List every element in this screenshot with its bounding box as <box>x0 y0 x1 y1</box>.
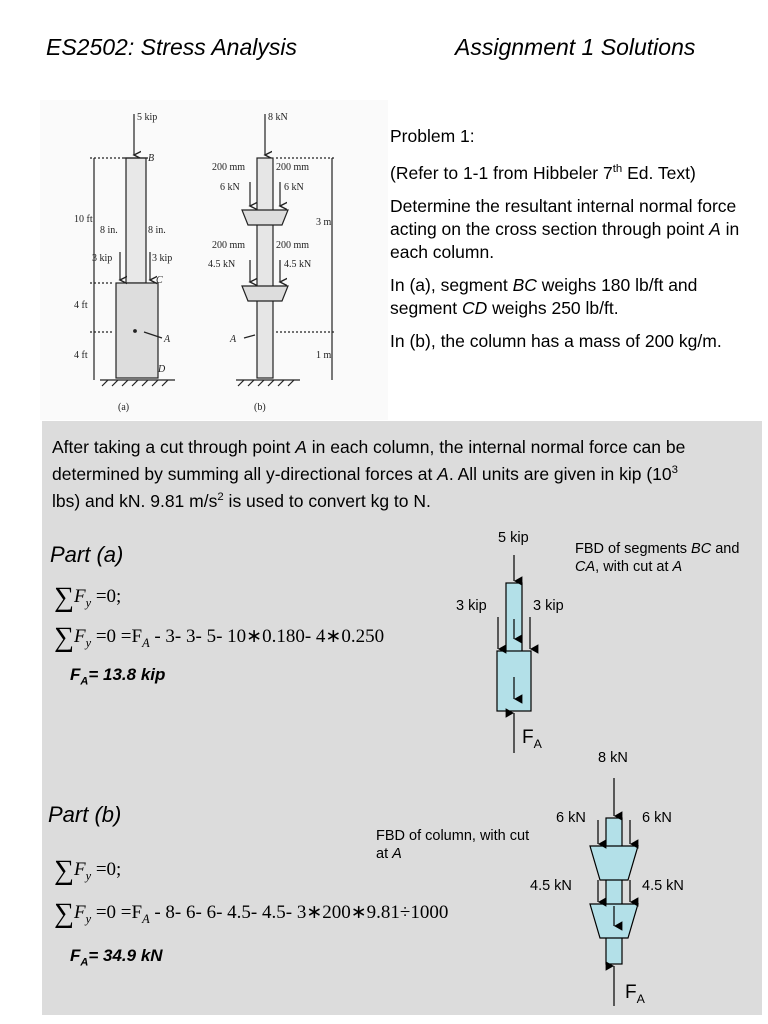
fig-a-caption: (a) <box>118 402 130 413</box>
assignment-title: Assignment 1 Solutions <box>455 34 696 60</box>
part-b-fbd-caption: FBD of column, with cut at A <box>376 828 530 862</box>
part-a-fbd <box>440 525 590 760</box>
fig-b-caption: (b) <box>254 402 266 413</box>
fbd-b-bracket-1 <box>590 846 638 880</box>
textbook-figure <box>40 100 388 420</box>
fig-b-load-2-right: 4.5 kN <box>284 259 312 270</box>
fig-b-load-1-left: 6 kN <box>220 182 240 193</box>
part-b-equation-2: $\sum F_y =0 =F_A - 8-$ 6- 6- 4.5- 4.5- 3∗200∗9.81÷1000 <box>54 898 449 929</box>
fig-b-load-1-right: 6 kN <box>284 182 304 193</box>
problem-part-b-data: In (b), the column has a mass of 200 kg/m. <box>390 330 722 351</box>
problem-question: Determine the resultant internal normal force acting on the cross section through point A in each column. <box>390 195 740 262</box>
fig-b-label-a: A <box>230 334 237 345</box>
fbd-a-label-left: 3 kip <box>456 598 487 614</box>
part-b-result: $F_A= 34.9$ kN <box>70 946 163 969</box>
problem-statement <box>390 125 750 363</box>
fig-b-dim-4: 200 mm <box>276 240 310 251</box>
fbd-b-label-fa: $F_A$ <box>625 982 645 1006</box>
solution-intro: After taking a cut through point A in each column, the internal normal force can be determined by summing all y-directional forces at A. All units are given in kip ($10^3$ lbs) and kN. 9.81 $m/s^2$ is used to convert kg to N. <box>52 437 686 511</box>
fig-b-load-2-left: 4.5 kN <box>208 259 236 270</box>
part-a-equation-2: $\sum F_y =0 =F_A - 3-$ 3- 5- 10∗0.180- 4∗0.250 <box>54 622 385 653</box>
fig-a-width-1: 8 in. <box>100 225 118 236</box>
fig-a-load-left: 3 kip <box>92 253 113 264</box>
fig-a-load-top: 5 kip <box>137 112 158 123</box>
part-a-result: $F_A= 13.8$ kip <box>70 665 166 688</box>
part-a-fbd-caption: FBD of segments BC and CA, with cut at A <box>575 541 740 575</box>
fig-a-label-d: D <box>158 364 166 375</box>
fig-a-label-b: B <box>148 153 155 164</box>
fbd-b-label-top: 8 kN <box>598 750 628 766</box>
column-figure-svg <box>40 100 388 420</box>
fbd-a-label-fa: $F_A$ <box>522 727 542 751</box>
course-title: ES2502: Stress Analysis <box>46 34 297 60</box>
fig-b-length-top: 3 m <box>316 217 332 228</box>
fig-b-load-top: 8 kN <box>268 112 288 123</box>
fig-b-dim-3: 200 mm <box>212 240 246 251</box>
fig-b-dim-2: 200 mm <box>276 162 310 173</box>
part-b-equation-1: $\sum F_y =0$; <box>54 855 122 886</box>
fbd-b-label-r1: 6 kN <box>642 810 672 826</box>
fig-a-width-2: 8 in. <box>148 225 166 236</box>
fbd-a-label-top: 5 kip <box>498 530 529 546</box>
figure-a <box>90 114 175 386</box>
problem-heading: Problem 1: <box>390 126 475 146</box>
fig-a-length-1: 4 ft <box>74 300 88 311</box>
part-b-title: Part (b) <box>48 802 122 827</box>
fig-a-label-c: C <box>156 275 163 286</box>
fig-a-load-right: 3 kip <box>152 253 173 264</box>
fbd-b-label-l2: 4.5 kN <box>530 878 572 894</box>
problem-reference: (Refer to 1-1 from Hibbeler 7th Ed. Text) <box>390 162 696 183</box>
fbd-b-label-r2: 4.5 kN <box>642 878 684 894</box>
fig-a-length-bc: 10 ft <box>74 214 93 225</box>
fbd-a-label-right: 3 kip <box>533 598 564 614</box>
fig-b-dim-1: 200 mm <box>212 162 246 173</box>
fig-a-label-a: A <box>164 334 171 345</box>
fbd-b-column <box>606 818 622 964</box>
part-a-title: Part (a) <box>50 542 124 567</box>
fig-a-length-2: 4 ft <box>74 350 88 361</box>
fbd-b-label-l1: 6 kN <box>556 810 586 826</box>
part-a-equation-1: $\sum F_y =0$; <box>54 582 122 613</box>
problem-part-a-data: In (a), segment BC weighs 180 lb/ft and segment CD weighs 250 lb/ft. <box>390 274 698 318</box>
fig-b-length-bottom: 1 m <box>316 350 332 361</box>
